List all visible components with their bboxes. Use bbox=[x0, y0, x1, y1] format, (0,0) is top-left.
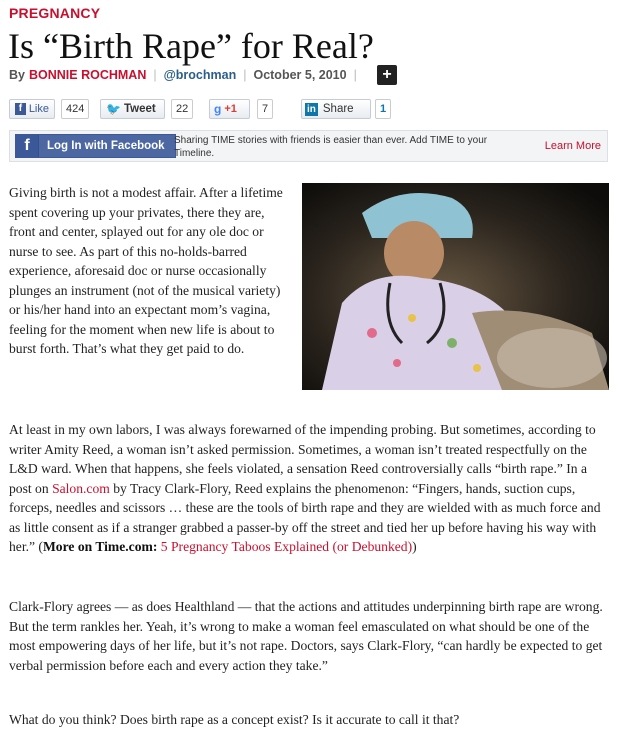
learn-more-link[interactable]: Learn More bbox=[544, 140, 601, 152]
byline-by: By bbox=[9, 68, 25, 82]
google-plus-button[interactable] bbox=[209, 99, 250, 119]
byline bbox=[9, 66, 364, 84]
more-on-time-label: More on Time.com: bbox=[42, 539, 158, 554]
facebook-promo-text: Sharing TIME stories with friends is easier than ever. Add TIME to your Timeline. bbox=[174, 135, 488, 159]
paragraph-2-end: ) bbox=[412, 539, 417, 554]
share-row bbox=[9, 99, 409, 121]
paragraph-4: What do you think? Does birth rape as a concept exist? Is it accurate to call it that? bbox=[9, 712, 460, 727]
byline-separator: | bbox=[153, 68, 157, 82]
linkedin-share-label: Share bbox=[322, 103, 354, 115]
nurse-photo-illustration bbox=[302, 183, 609, 390]
byline-separator: | bbox=[353, 68, 357, 82]
article-headline: Is “Birth Rape” for Real? bbox=[8, 26, 374, 66]
more-options-button[interactable]: + bbox=[377, 65, 397, 85]
paragraph-3: Clark-Flory agrees — as does Healthland — that the actions and attitudes underpinning birth rape are wrong. But the term rankles her. Yeah, it’s wrong to make a woman feel emasculated on what should be one of the most empowering days of her life, but it’s not rape. Doctors, says Clark-Flory, “can hardly be expected to get verbal permission before each and every action they take.” bbox=[9, 599, 603, 673]
paragraph-2-text-b: by Tracy Clark-Flory, Reed explains the phenomenon: “Fingers, hands, suction cups, forceps, needles and scissors … these are the tools of birth rape and they are wielded with as much force and as little consent as if a stranger grabbed a passer-by off the street and tied her up before having his way with her.” ( bbox=[9, 480, 601, 554]
author-link[interactable]: BONNIE ROCHMAN bbox=[28, 68, 147, 82]
paragraph-1: Giving birth is not a modest affair. After a lifetime spent covering up your privates, there they are, front and center, splayed out for any ole doc or nurse to see. As part of this no-holds-barred experience, aforesaid doc or nurse occasionally plunges an instrument (not of the musical variety) or his/her hand into an expectant mom’s vagina, feeling for the moment when new life is about to burst forth. That’s what they get paid to do. bbox=[9, 185, 283, 356]
linkedin-icon: in bbox=[307, 103, 316, 115]
pregnancy-taboos-link[interactable]: 5 Pregnancy Taboos Explained (or Debunked) bbox=[160, 539, 413, 554]
article-photo bbox=[302, 183, 609, 390]
facebook-login-button[interactable] bbox=[15, 134, 176, 158]
facebook-like-icon: f bbox=[15, 103, 26, 115]
google-plus-label: +1 bbox=[224, 103, 237, 115]
like-label: Like bbox=[28, 103, 49, 115]
linkedin-count: 1 bbox=[375, 99, 391, 119]
publish-date: October 5, 2010 bbox=[253, 68, 347, 82]
facebook-login-label: Log In with Facebook bbox=[47, 140, 165, 152]
byline-separator: | bbox=[243, 68, 247, 82]
twitter-bird-icon: 🐦 bbox=[106, 102, 121, 116]
facebook-promo-bar bbox=[9, 130, 608, 162]
section-label[interactable]: PREGNANCY bbox=[9, 5, 101, 21]
tweet-count: 22 bbox=[171, 99, 193, 119]
paragraph-2-text-a: At least in my own labors, I was always forewarned of the impending probing. But sometimes, according to writer Amity Reed, a woman isn’t asked permission. Sometimes, a woman isn’t treated respectfully on the L&D ward. When that happens, she feels violated, a sensation Reed controversially calls “birth rape.” In a post on bbox=[9, 422, 596, 496]
paragraph-2 bbox=[9, 420, 609, 557]
like-count: 424 bbox=[61, 99, 89, 119]
salon-link[interactable]: Salon.com bbox=[52, 480, 110, 496]
linkedin-share-button[interactable] bbox=[301, 99, 371, 119]
tweet-label: Tweet bbox=[123, 103, 156, 115]
google-g-icon: g bbox=[214, 102, 222, 116]
google-plus-count: 7 bbox=[257, 99, 273, 119]
facebook-like-button[interactable] bbox=[9, 99, 55, 119]
twitter-handle-link[interactable]: @brochman bbox=[163, 68, 237, 82]
tweet-button[interactable] bbox=[100, 99, 165, 119]
facebook-f-icon: f bbox=[16, 135, 39, 157]
